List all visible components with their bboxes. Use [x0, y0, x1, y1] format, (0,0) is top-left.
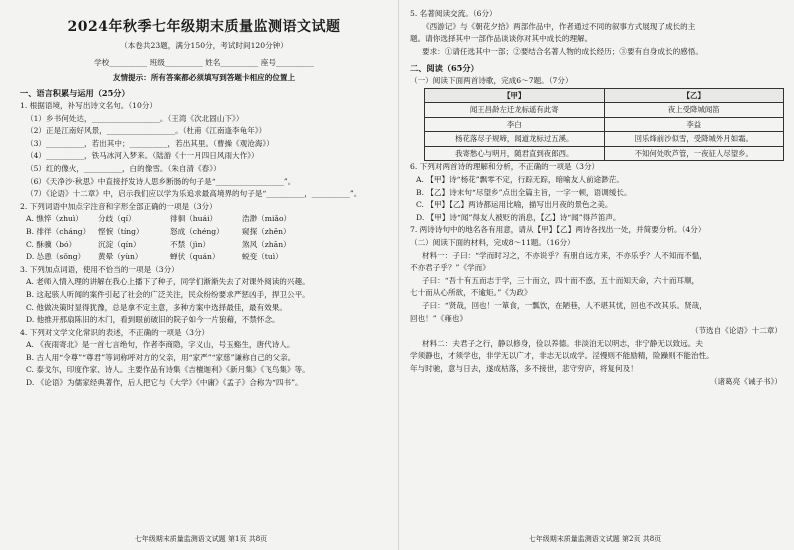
question-line: A. 老师入情入理的讲解在我心上播下了种子，同学们渐渐失去了对课外阅读的兴趣。: [26, 277, 310, 287]
poem-line2-b: 不知何处吹芦管，一夜征人尽望乡。: [604, 146, 784, 161]
option-item: 窥探（zhēn）: [242, 226, 291, 236]
option-row: [20, 251, 388, 264]
question-line: 年与时驰，意与日去，遂成枯落，多不接世，悲守穷庐，将复何及！: [410, 363, 638, 373]
question-line: 题。请你选择其中一部作品谈谈你对其中成长的理解。: [410, 34, 593, 44]
poem-line2-a: 我寄愁心与明月，随君直到夜郎西。: [425, 146, 605, 161]
option-item: 黄晕（yùn）: [98, 252, 143, 262]
question-line: 7. 两诗诗句中的地名各有用意，请从【甲】【乙】两诗各找出一处，并简要分析。（4分）: [410, 225, 706, 235]
poem-author-b: 李益: [604, 117, 784, 132]
page-1-questions: [20, 87, 388, 390]
option-row: [20, 226, 388, 239]
friendly-reminder: 友情提示：所有答案都必须填写到答题卡相应的位置上: [112, 73, 296, 82]
question-line: 1. 根据语境，补写出诗文名句。（10分）: [20, 101, 158, 110]
question-line: 要求：①请任选其中一部；②要结合名著人物的成长经历；③要有自身成长的感悟。: [422, 46, 703, 56]
question-line: 《西游记》与《朝花夕拾》两部作品中，作者通过不同的叙事方式展现了成长的主: [422, 21, 696, 31]
question-line: B. 这起骇人听闻的案件引起了社会的广泛关注，民众纷纷要求严惩凶手，捍卫公平。: [26, 289, 310, 299]
poem-label-b: 【乙】: [604, 88, 784, 103]
option-item: 浩渺（miǎo）: [242, 214, 292, 224]
page-1-footer: 七年级期末质量监测语文试题 第1页 共8页: [134, 535, 268, 543]
option-item: 蝉伏（quán）: [170, 252, 220, 262]
question-line: C. 泰戈尔，印度作家、诗人。主要作品有诗集《吉檀迦利》《新月集》《飞鸟集》等。: [26, 365, 310, 375]
poem-line1-b: 回乐烽前沙似雪，受降城外月如霜。: [604, 132, 784, 147]
question-line: C. 【甲】【乙】两诗都运用比喻，描写出月夜的景色之美。: [416, 200, 613, 210]
option-item: 分歧（qí）: [98, 214, 136, 224]
section-heading: 二、阅读（65分）: [410, 63, 479, 74]
exam-subtitle: （本卷共23题，满分150分，考试时间120分钟）: [120, 41, 288, 50]
question-line: （1）乡书何处达，__________________。（王湾《次北固山下》）: [26, 113, 244, 123]
page-divider: [398, 0, 399, 550]
option-item: 蜕变（tuì）: [242, 252, 283, 262]
question-line: 子曰：“吾十有五而志于学，三十而立，四十而不惑，五十而知天命，六十而耳顺，: [422, 275, 700, 285]
question-line: A. 【甲】诗“杨花”飘零不定，行踪无踪，暗喻友人前途渺茫。: [416, 175, 624, 185]
poem-author-a: 李白: [425, 117, 605, 132]
question-line: 5. 名著阅读交流。（6分）: [410, 9, 497, 18]
question-line: D. 【甲】诗“闻”得友人被贬的消息，【乙】诗“闻”得芦笛声。: [416, 212, 621, 222]
option-item: 沉淀（qín）: [98, 239, 141, 249]
poem-line1-a: 杨花落尽子规啼，闻道龙标过五溪。: [425, 132, 605, 147]
question-line: （节选自《论语》十二章）: [690, 326, 782, 336]
option-item: 悭悷（tíng）: [98, 226, 144, 236]
exam-title: 2024年秋季七年级期末质量监测语文试题: [67, 19, 341, 35]
question-line: D. 《论语》为儒家经典著作，后人把它与《大学》《中庸》《孟子》合称为“四书”。: [26, 378, 303, 388]
question-line: （7）《论语》十二章》中，启示我们应以学为乐追求最高境界的句子是“__________，__________”。: [26, 189, 362, 199]
option-item: A. 憔悴（zhuì）: [26, 214, 83, 224]
question-line: （4）__________，铁马冰河入梦来。（陆游《十一月四日风雨大作》）: [26, 151, 259, 161]
question-line: （2）正是江南好风景，__________________。（杜甫《江南逢李龟年》）: [26, 126, 267, 136]
option-item: 徘徊（huái）: [170, 214, 218, 224]
poem-table: [424, 88, 784, 162]
option-row: [20, 239, 388, 252]
question-line: （二）阅读下面的材料，完成8～11题。（16分）: [410, 238, 575, 248]
option-item: C. 酥骥（bó）: [26, 239, 77, 249]
question-line: （5）红的像火，__________，白的像雪。（朱自清《春》）: [26, 163, 221, 173]
question-line: 6. 下列对两首诗的理解和分析，不正确的一项是（3分）: [410, 162, 600, 172]
question-line: （6）《天净沙·秋思》中直接抒发诗人思乡断肠的句子是“__________________”。: [26, 176, 296, 186]
question-line: 子曰：“贤哉，回也！一箪食，一瓢饮，在陋巷，人不堪其忧，回也不改其乐。贤哉，: [422, 301, 707, 310]
option-row: [20, 213, 388, 226]
page-1: [8, 0, 394, 550]
question-line: D. 他推开那扇陈旧的木门，看到眼前破旧的院子如今一片狼藉，不禁怀念。: [26, 315, 280, 325]
question-line: （诸葛亮《诫子书》）: [709, 376, 782, 386]
page-2-footer: 七年级期末质量监测语文试题 第2页 共8页: [528, 535, 662, 543]
question-line: 回也！”《雍也》: [410, 313, 468, 323]
poem-title-b: 夜上受降城闻笛: [604, 103, 784, 118]
question-line: B. 古人用“令尊”“尊君”等词称呼对方的父亲，用“家严”“家慈”谦称自己的父亲。: [26, 352, 296, 362]
question-line: 七十而从心所欲，不逾矩。”《为政》: [410, 288, 532, 298]
page-2-top: [410, 8, 782, 88]
poem-title-a: 闻王昌龄左迁龙标遥有此寄: [425, 103, 605, 118]
option-item: D. 怂恿（sǒng）: [26, 252, 86, 262]
section-heading: 一、语言积累与运用（25分）: [20, 88, 130, 98]
question-line: A. 《夜雨寄北》是一首七言绝句，作者李商隐，字义山，号玉谿生，唐代诗人。: [26, 340, 295, 350]
question-line: （一）阅读下面两首诗歌，完成6～7题。（7分）: [410, 76, 573, 86]
question-line: 不亦君子乎？”《学而》: [410, 263, 490, 273]
question-line: C. 他做决策时显得犹豫，总是拿不定主意，多种方案中选择最佳，最有效果。: [26, 302, 287, 312]
student-info: 学校__________ 班级__________ 姓名__________ 座号__________: [94, 58, 314, 67]
question-line: 4. 下列对文学文化常识的表述，不正确的一项是（3分）: [20, 327, 210, 337]
question-line: 学须静也，才须学也，非学无以广才，非志无以成学。淫慢则不能励精，险躁则不能治性。: [410, 351, 714, 361]
question-line: 3. 下列加点词语，使用不恰当的一项是（3分）: [20, 264, 179, 274]
question-line: 材料二：夫君子之行，静以修身，俭以养德。非淡泊无以明志，非宁静无以致远。夫: [422, 338, 703, 348]
page-2: [402, 0, 788, 550]
option-item: 怒成（chéng）: [170, 226, 224, 236]
question-line: （3）__________，若出其中；__________，若出其里。（曹操《观沧海》）: [26, 138, 274, 148]
option-item: 不禁（jìn）: [170, 239, 211, 249]
poem-label-a: 【甲】: [425, 88, 605, 103]
option-item: B. 徘徉（cháng）: [26, 226, 91, 236]
question-line: B. 【乙】诗末句“尽望乡”点出全篇主旨，一字一顿，语调缓长。: [416, 187, 632, 197]
page-2-questions: [410, 161, 782, 388]
option-item: 煞风（zhān）: [242, 239, 291, 249]
question-line: 2. 下列词语中加点字注音和字形全部正确的一项是（3分）: [20, 201, 217, 211]
question-line: 材料一：子曰：“学而时习之，不亦说乎？有朋自远方来，不亦乐乎？人不知而不愠，: [422, 250, 707, 260]
